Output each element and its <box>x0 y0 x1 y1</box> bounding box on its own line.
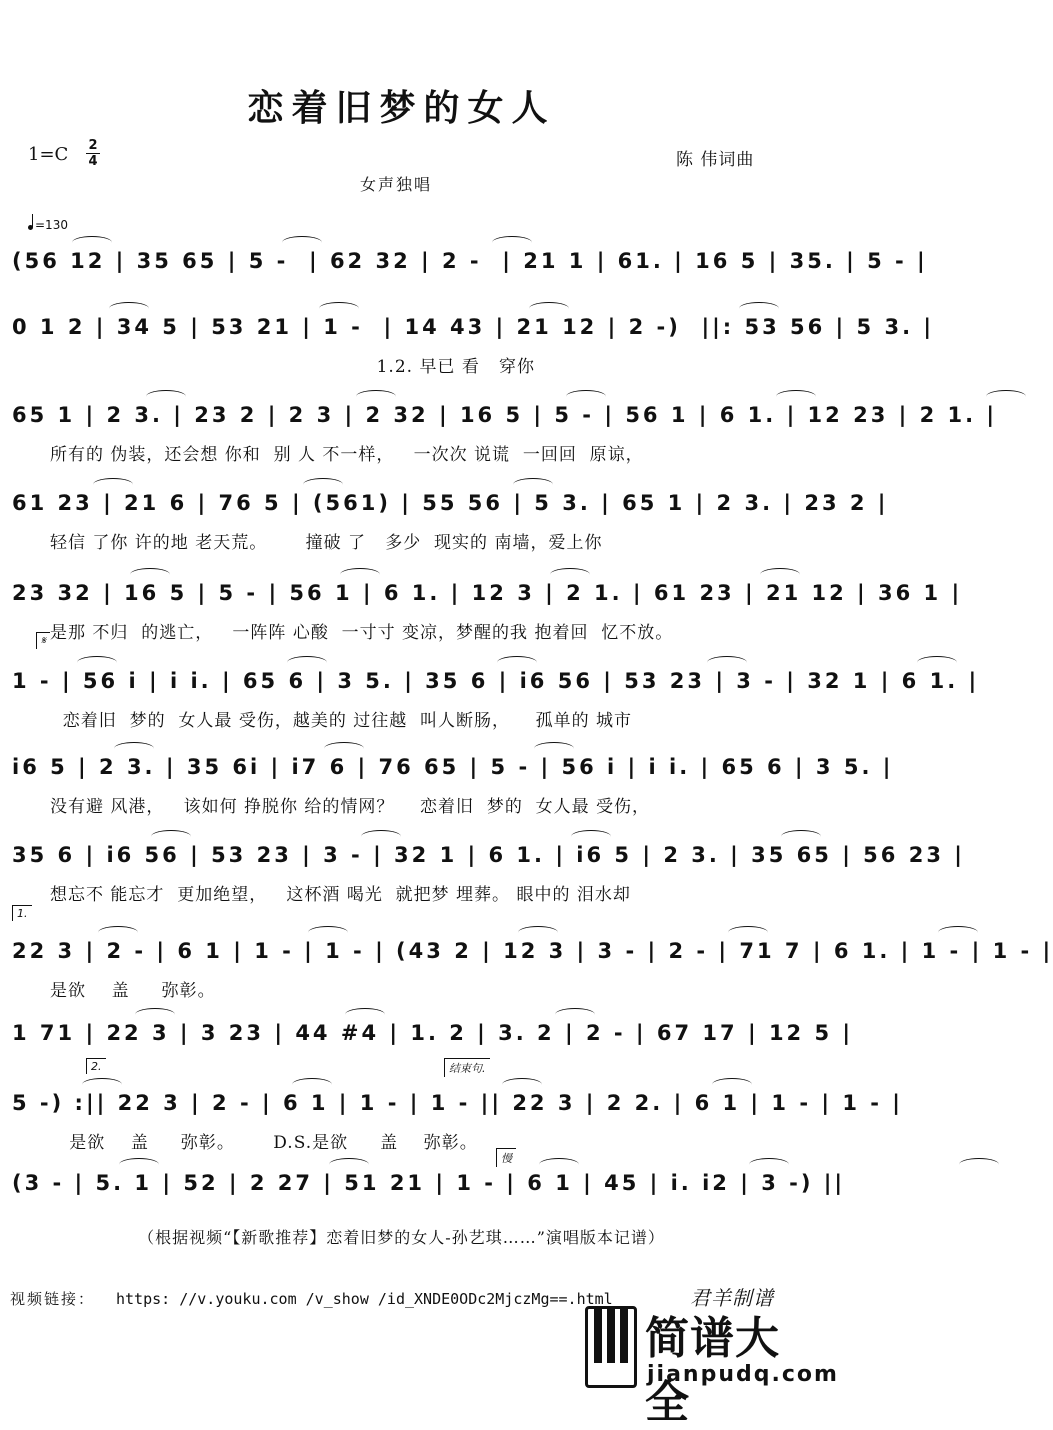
video-link[interactable]: https: //v.youku.com /v_show /id_XNDE0ODc2MjczMg==.html <box>116 1290 613 1308</box>
tie-arc <box>513 478 553 491</box>
tie-arc <box>728 926 768 939</box>
staff-notes: 65 1 | 2 3. | 23 2 | 2 3 | 2 32 | 16 5 | 5 - | 56 1 | 6 1. | 12 23 | 2 1. | <box>12 403 998 427</box>
tie-arc <box>98 926 138 939</box>
staff-lyrics: 是欲 盖 弥彰。 <box>50 981 216 1001</box>
tie-arc <box>109 302 149 315</box>
tie-arc <box>303 478 343 491</box>
tie-arc <box>539 1158 579 1171</box>
logo-brand: 简谱大全 <box>645 1313 780 1428</box>
staff-line <box>0 918 1053 1001</box>
tie-arc <box>345 1008 385 1021</box>
tie-arc <box>776 390 816 403</box>
staff-line <box>0 648 980 731</box>
tie-arc <box>550 568 590 581</box>
staff-line <box>0 560 963 643</box>
staff-notes: 1 71 | 22 3 | 3 23 | 44 #4 | 1. 2 | 3. 2 | 2 - | 67 17 | 12 5 | <box>12 1021 854 1045</box>
tie-arc <box>492 236 532 249</box>
staff-notes: 0 1 2 | 34 5 | 53 21 | 1 - | 14 43 | 21 12 | 2 -) ||: 53 56 | 5 3. | <box>12 315 935 339</box>
staff-notes: (56 12 | 35 65 | 5 - | 62 32 | 2 - | 21 1 | 61. | 16 5 | 35. | 5 - | <box>12 249 928 273</box>
tie-arc <box>135 1008 175 1021</box>
voice-type: 女声独唱 <box>360 175 433 194</box>
piano-icon <box>585 1306 637 1388</box>
tie-arc <box>959 1158 999 1171</box>
tie-arc <box>340 568 380 581</box>
tie-arc <box>282 236 322 249</box>
staff-row <box>12 488 889 518</box>
tie-arc <box>986 390 1026 403</box>
page-title: 恋着旧梦的女人 <box>247 87 556 129</box>
tie-arc <box>497 656 537 669</box>
tie-arc <box>130 568 170 581</box>
staff-line <box>0 1070 903 1153</box>
tie-arc <box>287 656 327 669</box>
credit: 陈 伟词曲 <box>676 150 755 170</box>
staff-lyrics: 没有避 风港， 该如何 挣脱你 给的情网？ 恋着旧 梦的 女人最 受伤， <box>50 797 651 817</box>
tie-arc <box>566 390 606 403</box>
tie-arc <box>319 302 359 315</box>
tie-arc <box>361 830 401 843</box>
staff-row <box>12 752 894 782</box>
staff-row <box>12 246 928 276</box>
tie-arc <box>146 390 186 403</box>
staff-notes: i6 5 | 2 3. | 35 6i | i7 6 | 76 65 | 5 - | 56 i | i i. | 65 6 | 3 5. | <box>12 755 894 779</box>
tie-arc <box>917 656 957 669</box>
tie-arc <box>555 1008 595 1021</box>
volta-mark: 2. <box>86 1058 106 1074</box>
site-logo[interactable] <box>585 1302 839 1428</box>
staff-notes: 23 32 | 16 5 | 5 - | 56 1 | 6 1. | 12 3 | 2 1. | 61 23 | 21 12 | 36 1 | <box>12 581 963 605</box>
volta-mark: 结束句. <box>444 1058 490 1077</box>
tie-arc <box>77 656 117 669</box>
staff-notes: 61 23 | 21 6 | 76 5 | (561) | 55 56 | 5 3. | 65 1 | 2 3. | 23 2 | <box>12 491 889 515</box>
tie-arc <box>308 926 348 939</box>
staff-row <box>12 1018 854 1048</box>
staff-lyrics: 1.2. 早已 看 穿你 <box>50 357 536 377</box>
video-link-label: 视频链接： <box>10 1290 96 1308</box>
staff-row <box>12 578 963 608</box>
tie-arc <box>119 1158 159 1171</box>
tie-arc <box>72 236 112 249</box>
staff-notes: 35 6 | i6 56 | 53 23 | 3 - | 32 1 | 6 1. | i6 5 | 2 3. | 35 65 | 56 23 | <box>12 843 965 867</box>
tie-arc <box>114 742 154 755</box>
time-signature-bottom: 4 <box>86 153 100 169</box>
tempo-mark: =130 <box>28 218 68 232</box>
staff-lyrics: 所有的 伪装，还会想 你和 别 人 不一样， 一次次 说谎 一回回 原谅， <box>50 445 644 465</box>
staff-row <box>12 1168 846 1198</box>
volta-mark: 1. <box>12 905 32 921</box>
tie-arc <box>518 926 558 939</box>
staff-line <box>0 382 998 465</box>
staff-notes: 22 3 | 2 - | 6 1 | 1 - | 1 - | (43 2 | 12 3 | 3 - | 2 - | 71 7 | 6 1. | 1 - | 1 - | <box>12 939 1053 963</box>
staff-row <box>12 312 935 342</box>
tie-arc <box>739 302 779 315</box>
staff-row <box>12 840 965 870</box>
volta-mark: 𝄋 <box>36 632 50 649</box>
staff-line <box>0 294 935 377</box>
tie-arc <box>324 742 364 755</box>
tie-arc <box>571 830 611 843</box>
staff-lyrics: 想忘不 能忘才 更加绝望， 这杯酒 喝光 就把梦 埋葬。 眼中的 泪水却 <box>50 885 631 905</box>
tie-arc <box>534 742 574 755</box>
staff-lyrics: 是欲 盖 弥彰。 D.S.是欲 盖 弥彰。 <box>50 1133 478 1153</box>
staff-lyrics: 恋着旧 梦的 女人最 受伤，越美的 过往越 叫人断肠， 孤单的 城市 <box>50 711 633 731</box>
transcriber-signature: 君羊制谱 <box>690 1286 774 1310</box>
tie-arc <box>329 1158 369 1171</box>
staff-notes: 5 -) :|| 22 3 | 2 - | 6 1 | 1 - | 1 - || 22 3 | 2 2. | 6 1 | 1 - | 1 - | <box>12 1091 903 1115</box>
staff-row <box>12 666 980 696</box>
staff-lyrics: 轻信 了你 许的地 老天荒。 撞破 了 多少 现实的 南墙，爱上你 <box>50 533 603 553</box>
staff-notes: 1 - | 56 i | i i. | 65 6 | 3 5. | 35 6 | i6 56 | 53 23 | 3 - | 32 1 | 6 1. | <box>12 669 980 693</box>
key-signature: 1=C <box>28 144 69 165</box>
tie-arc <box>356 390 396 403</box>
tie-arc <box>93 478 133 491</box>
staff-row <box>12 1088 903 1118</box>
tie-arc <box>502 1078 542 1091</box>
tie-arc <box>707 656 747 669</box>
time-signature <box>86 138 100 169</box>
staff-line <box>0 734 894 817</box>
staff-notes: (3 - | 5. 1 | 52 | 2 27 | 51 21 | 1 - | 6 1 | 45 | i. i2 | 3 -) || <box>12 1171 846 1195</box>
tie-arc <box>760 568 800 581</box>
staff-line <box>0 1000 854 1080</box>
tie-arc <box>781 830 821 843</box>
tie-arc <box>712 1078 752 1091</box>
time-signature-top: 2 <box>88 138 98 153</box>
tie-arc <box>151 830 191 843</box>
staff-line <box>0 1150 846 1230</box>
staff-lyrics: 是那 不归 的逃亡， 一阵阵 心酸 一寸寸 变凉，梦醒的我 抱着回 忆不放。 <box>50 623 674 643</box>
tie-arc <box>529 302 569 315</box>
tie-arc <box>938 926 978 939</box>
tie-arc <box>292 1078 332 1091</box>
staff-row <box>12 936 1053 966</box>
staff-row <box>12 400 998 430</box>
source-note: （根据视频“【新歌推荐】恋着旧梦的女人-孙艺琪……”演唱版本记谱） <box>138 1228 665 1247</box>
tie-arc <box>82 1078 122 1091</box>
staff-line <box>0 822 965 905</box>
logo-domain: jianpudq.com <box>647 1362 839 1387</box>
tie-arc <box>749 1158 789 1171</box>
staff-line <box>0 470 889 553</box>
volta-mark: 慢 <box>496 1148 516 1167</box>
